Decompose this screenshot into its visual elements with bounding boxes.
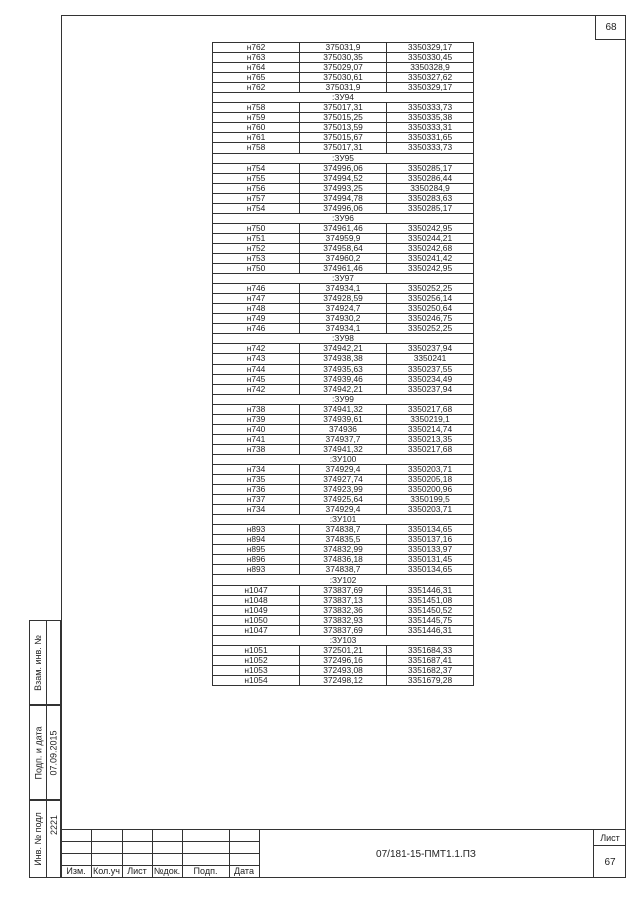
coord-x: 374994,78 bbox=[300, 193, 387, 203]
coordinate-row bbox=[213, 374, 474, 384]
caption-list: Лист bbox=[127, 866, 147, 876]
coord-x: 373832,93 bbox=[300, 615, 387, 625]
coordinate-row bbox=[213, 53, 474, 63]
coordinate-row bbox=[213, 63, 474, 73]
coord-x: 372501,21 bbox=[300, 645, 387, 655]
coord-y: 3350242,95 bbox=[387, 264, 474, 274]
coord-y: 3350283,63 bbox=[387, 193, 474, 203]
point-id: н750 bbox=[213, 223, 300, 233]
point-id: н741 bbox=[213, 434, 300, 444]
point-id: н1047 bbox=[213, 585, 300, 595]
coord-y: 3350256,14 bbox=[387, 294, 474, 304]
coord-x: 374996,06 bbox=[300, 163, 387, 173]
coord-y: 3350199,5 bbox=[387, 495, 474, 505]
coord-x: 374838,7 bbox=[300, 525, 387, 535]
point-id: н736 bbox=[213, 485, 300, 495]
coordinate-row bbox=[213, 525, 474, 535]
coordinate-row bbox=[213, 595, 474, 605]
coord-x: 375017,31 bbox=[300, 143, 387, 153]
point-id: н740 bbox=[213, 424, 300, 434]
coord-x: 375013,59 bbox=[300, 123, 387, 133]
parcel-label: :ЗУ103 bbox=[213, 635, 474, 645]
parcel-header-row bbox=[213, 575, 474, 585]
podp-date: 07.09.2015 bbox=[49, 729, 60, 776]
point-id: н1048 bbox=[213, 595, 300, 605]
parcel-header-row bbox=[213, 274, 474, 284]
point-id: н1053 bbox=[213, 665, 300, 675]
coordinate-row bbox=[213, 83, 474, 93]
parcel-label: :ЗУ100 bbox=[213, 454, 474, 464]
coordinate-row bbox=[213, 404, 474, 414]
coord-y: 3350246,75 bbox=[387, 314, 474, 324]
point-id: н749 bbox=[213, 314, 300, 324]
coord-x: 375015,25 bbox=[300, 113, 387, 123]
parcel-label: :ЗУ94 bbox=[213, 93, 474, 103]
coordinate-row bbox=[213, 535, 474, 545]
coord-y: 3350237,94 bbox=[387, 384, 474, 394]
point-id: н1054 bbox=[213, 675, 300, 685]
coord-y: 3350203,71 bbox=[387, 505, 474, 515]
point-id: н752 bbox=[213, 243, 300, 253]
page-number: 68 bbox=[595, 15, 626, 40]
parcel-header-row bbox=[213, 213, 474, 223]
point-id: н765 bbox=[213, 73, 300, 83]
point-id: н756 bbox=[213, 183, 300, 193]
coordinate-row bbox=[213, 243, 474, 253]
point-id: н743 bbox=[213, 354, 300, 364]
coord-y: 3350217,68 bbox=[387, 444, 474, 454]
coord-x: 374939,46 bbox=[300, 374, 387, 384]
sheet-number: 67 bbox=[593, 846, 626, 878]
coordinate-row bbox=[213, 384, 474, 394]
coord-y: 3350219,1 bbox=[387, 414, 474, 424]
parcel-label: :ЗУ102 bbox=[213, 575, 474, 585]
point-id: н750 bbox=[213, 264, 300, 274]
coord-y: 3351445,75 bbox=[387, 615, 474, 625]
coord-y: 3350234,49 bbox=[387, 374, 474, 384]
coord-y: 3350241,42 bbox=[387, 253, 474, 263]
coord-y: 3350137,16 bbox=[387, 535, 474, 545]
coordinate-row bbox=[213, 203, 474, 213]
point-id: н739 bbox=[213, 414, 300, 424]
coord-x: 374937,7 bbox=[300, 434, 387, 444]
coord-y: 3350237,55 bbox=[387, 364, 474, 374]
coord-x: 375031,9 bbox=[300, 43, 387, 53]
coord-x: 374929,4 bbox=[300, 505, 387, 515]
coord-y: 3350200,96 bbox=[387, 485, 474, 495]
coordinate-row bbox=[213, 505, 474, 515]
coord-y: 3351682,37 bbox=[387, 665, 474, 675]
coord-x: 374941,32 bbox=[300, 404, 387, 414]
vzam-label: Взам. инв. № bbox=[33, 634, 44, 691]
coord-x: 373837,13 bbox=[300, 595, 387, 605]
coordinate-row bbox=[213, 565, 474, 575]
point-id: н747 bbox=[213, 294, 300, 304]
point-id: н737 bbox=[213, 495, 300, 505]
coordinate-row bbox=[213, 665, 474, 675]
side-stamp-podp bbox=[29, 705, 61, 800]
coordinate-row bbox=[213, 294, 474, 304]
coord-x: 374923,99 bbox=[300, 485, 387, 495]
coord-y: 3350250,64 bbox=[387, 304, 474, 314]
point-id: н753 bbox=[213, 253, 300, 263]
coord-y: 3351687,41 bbox=[387, 655, 474, 665]
coord-x: 374960,2 bbox=[300, 253, 387, 263]
coord-x: 374993,25 bbox=[300, 183, 387, 193]
coordinate-row bbox=[213, 163, 474, 173]
coord-y: 3350241 bbox=[387, 354, 474, 364]
point-id: н896 bbox=[213, 555, 300, 565]
coord-y: 3350252,25 bbox=[387, 324, 474, 334]
coordinate-row bbox=[213, 655, 474, 665]
point-id: н742 bbox=[213, 344, 300, 354]
caption-kolich: Кол.уч bbox=[93, 866, 120, 876]
coord-x: 373837,69 bbox=[300, 585, 387, 595]
coord-x: 374835,5 bbox=[300, 535, 387, 545]
side-stamp-inv bbox=[29, 800, 61, 878]
coordinate-row bbox=[213, 284, 474, 294]
coord-x: 374942,21 bbox=[300, 384, 387, 394]
coordinates-table bbox=[212, 42, 474, 686]
coordinate-row bbox=[213, 645, 474, 655]
coord-x: 374961,46 bbox=[300, 264, 387, 274]
coordinate-row bbox=[213, 233, 474, 243]
caption-izm: Изм. bbox=[66, 866, 86, 876]
point-id: н755 bbox=[213, 173, 300, 183]
coordinate-row bbox=[213, 223, 474, 233]
point-id: н1049 bbox=[213, 605, 300, 615]
coord-y: 3350329,17 bbox=[387, 43, 474, 53]
coordinate-row bbox=[213, 485, 474, 495]
coord-y: 3350285,17 bbox=[387, 163, 474, 173]
coord-y: 3351684,33 bbox=[387, 645, 474, 655]
coord-y: 3350242,68 bbox=[387, 243, 474, 253]
parcel-header-row bbox=[213, 635, 474, 645]
coord-x: 374938,38 bbox=[300, 354, 387, 364]
coord-y: 3350333,73 bbox=[387, 103, 474, 113]
coord-x: 373837,69 bbox=[300, 625, 387, 635]
parcel-label: :ЗУ95 bbox=[213, 153, 474, 163]
coord-x: 372493,08 bbox=[300, 665, 387, 675]
coordinate-row bbox=[213, 545, 474, 555]
caption-ndok: №док. bbox=[153, 866, 181, 876]
coordinate-row bbox=[213, 183, 474, 193]
coord-x: 375015,67 bbox=[300, 133, 387, 143]
inv-value: 2221 bbox=[49, 814, 59, 836]
coord-y: 3350214,74 bbox=[387, 424, 474, 434]
coord-x: 375030,35 bbox=[300, 53, 387, 63]
coord-x: 374836,18 bbox=[300, 555, 387, 565]
coordinate-row bbox=[213, 253, 474, 263]
coordinate-row bbox=[213, 324, 474, 334]
coordinate-row bbox=[213, 675, 474, 685]
parcel-label: :ЗУ101 bbox=[213, 515, 474, 525]
coord-x: 374924,7 bbox=[300, 304, 387, 314]
coord-x: 373832,36 bbox=[300, 605, 387, 615]
point-id: н746 bbox=[213, 324, 300, 334]
coord-x: 374832,99 bbox=[300, 545, 387, 555]
coordinate-row bbox=[213, 444, 474, 454]
coord-x: 374959,9 bbox=[300, 233, 387, 243]
point-id: н1047 bbox=[213, 625, 300, 635]
coord-y: 3350205,18 bbox=[387, 475, 474, 485]
point-id: н1050 bbox=[213, 615, 300, 625]
coord-x: 374838,7 bbox=[300, 565, 387, 575]
point-id: н751 bbox=[213, 233, 300, 243]
point-id: н758 bbox=[213, 143, 300, 153]
coord-x: 374925,64 bbox=[300, 495, 387, 505]
coord-x: 374958,64 bbox=[300, 243, 387, 253]
caption-data: Дата bbox=[234, 866, 254, 876]
coordinate-row bbox=[213, 555, 474, 565]
coordinate-row bbox=[213, 344, 474, 354]
point-id: н894 bbox=[213, 535, 300, 545]
coordinate-row bbox=[213, 605, 474, 615]
coord-x: 374934,1 bbox=[300, 324, 387, 334]
coord-x: 374936 bbox=[300, 424, 387, 434]
coord-x: 375031,9 bbox=[300, 83, 387, 93]
parcel-header-row bbox=[213, 334, 474, 344]
coord-y: 3350284,9 bbox=[387, 183, 474, 193]
coord-x: 372498,12 bbox=[300, 675, 387, 685]
coord-y: 3350134,65 bbox=[387, 565, 474, 575]
coord-y: 3350134,65 bbox=[387, 525, 474, 535]
coord-x: 374994,52 bbox=[300, 173, 387, 183]
coordinate-row bbox=[213, 133, 474, 143]
parcel-label: :ЗУ99 bbox=[213, 394, 474, 404]
point-id: н745 bbox=[213, 374, 300, 384]
coord-x: 374996,06 bbox=[300, 203, 387, 213]
coordinate-row bbox=[213, 495, 474, 505]
point-id: н760 bbox=[213, 123, 300, 133]
point-id: н895 bbox=[213, 545, 300, 555]
caption-podp: Подп. bbox=[193, 866, 218, 876]
coord-y: 3351451,08 bbox=[387, 595, 474, 605]
coord-y: 3350333,73 bbox=[387, 143, 474, 153]
coord-y: 3350131,45 bbox=[387, 555, 474, 565]
point-id: н738 bbox=[213, 444, 300, 454]
coord-y: 3351446,31 bbox=[387, 585, 474, 595]
coord-y: 3350286,44 bbox=[387, 173, 474, 183]
coord-x: 374961,46 bbox=[300, 223, 387, 233]
coord-y: 3351679,28 bbox=[387, 675, 474, 685]
coord-y: 3350330,45 bbox=[387, 53, 474, 63]
coord-y: 3350203,71 bbox=[387, 464, 474, 474]
side-stamp-vzam bbox=[29, 620, 61, 705]
coord-x: 372496,16 bbox=[300, 655, 387, 665]
parcel-label: :ЗУ97 bbox=[213, 274, 474, 284]
point-id: н1052 bbox=[213, 655, 300, 665]
coordinate-row bbox=[213, 625, 474, 635]
point-id: н735 bbox=[213, 475, 300, 485]
coord-y: 3350327,62 bbox=[387, 73, 474, 83]
coord-y: 3350328,9 bbox=[387, 63, 474, 73]
sheet-label: Лист bbox=[593, 830, 626, 846]
point-id: н763 bbox=[213, 53, 300, 63]
coord-y: 3350237,94 bbox=[387, 344, 474, 354]
coord-y: 3350285,17 bbox=[387, 203, 474, 213]
coord-x: 374942,21 bbox=[300, 344, 387, 354]
point-id: н734 bbox=[213, 464, 300, 474]
coord-y: 3350329,17 bbox=[387, 83, 474, 93]
coord-x: 375017,31 bbox=[300, 103, 387, 113]
coordinate-row bbox=[213, 585, 474, 595]
point-id: н893 bbox=[213, 565, 300, 575]
coordinate-row bbox=[213, 615, 474, 625]
coordinate-row bbox=[213, 103, 474, 113]
coord-x: 374929,4 bbox=[300, 464, 387, 474]
coord-y: 3350335,38 bbox=[387, 113, 474, 123]
point-id: н738 bbox=[213, 404, 300, 414]
point-id: н754 bbox=[213, 163, 300, 173]
coord-x: 375029,07 bbox=[300, 63, 387, 73]
document-number: 07/181-15-ПМТ1.1.ПЗ bbox=[376, 848, 476, 860]
coordinate-row bbox=[213, 475, 474, 485]
point-id: н742 bbox=[213, 384, 300, 394]
coord-x: 375030,61 bbox=[300, 73, 387, 83]
coordinate-row bbox=[213, 73, 474, 83]
coord-x: 374928,59 bbox=[300, 294, 387, 304]
coord-y: 3350252,25 bbox=[387, 284, 474, 294]
coord-x: 374939,61 bbox=[300, 414, 387, 424]
coordinate-row bbox=[213, 464, 474, 474]
parcel-header-row bbox=[213, 153, 474, 163]
coordinate-row bbox=[213, 424, 474, 434]
coordinate-row bbox=[213, 143, 474, 153]
coord-y: 3350331,65 bbox=[387, 133, 474, 143]
coordinate-row bbox=[213, 434, 474, 444]
point-id: н764 bbox=[213, 63, 300, 73]
coord-x: 374935,63 bbox=[300, 364, 387, 374]
point-id: н759 bbox=[213, 113, 300, 123]
coord-y: 3351450,52 bbox=[387, 605, 474, 615]
inv-label: Инв. № подл bbox=[33, 812, 43, 866]
parcel-header-row bbox=[213, 93, 474, 103]
title-block bbox=[61, 829, 626, 878]
point-id: н744 bbox=[213, 364, 300, 374]
coordinate-row bbox=[213, 193, 474, 203]
coordinate-row bbox=[213, 173, 474, 183]
coordinate-row bbox=[213, 314, 474, 324]
coord-x: 374927,74 bbox=[300, 475, 387, 485]
coordinate-row bbox=[213, 414, 474, 424]
coordinate-row bbox=[213, 123, 474, 133]
parcel-header-row bbox=[213, 454, 474, 464]
point-id: н757 bbox=[213, 193, 300, 203]
point-id: н746 bbox=[213, 284, 300, 294]
parcel-label: :ЗУ96 bbox=[213, 213, 474, 223]
parcel-header-row bbox=[213, 515, 474, 525]
coord-y: 3350333,31 bbox=[387, 123, 474, 133]
point-id: н762 bbox=[213, 43, 300, 53]
podp-label: Подп. и дата bbox=[33, 725, 44, 780]
coord-y: 3351446,31 bbox=[387, 625, 474, 635]
coord-y: 3350133,97 bbox=[387, 545, 474, 555]
coord-y: 3350244,21 bbox=[387, 233, 474, 243]
coord-y: 3350242,95 bbox=[387, 223, 474, 233]
coordinate-row bbox=[213, 364, 474, 374]
point-id: н762 bbox=[213, 83, 300, 93]
point-id: н1051 bbox=[213, 645, 300, 655]
point-id: н748 bbox=[213, 304, 300, 314]
point-id: н754 bbox=[213, 203, 300, 213]
coord-x: 374934,1 bbox=[300, 284, 387, 294]
coord-x: 374941,32 bbox=[300, 444, 387, 454]
coordinate-row bbox=[213, 304, 474, 314]
point-id: н893 bbox=[213, 525, 300, 535]
parcel-header-row bbox=[213, 394, 474, 404]
coordinate-row bbox=[213, 113, 474, 123]
coord-y: 3350217,68 bbox=[387, 404, 474, 414]
coordinate-row bbox=[213, 354, 474, 364]
coord-x: 374930,2 bbox=[300, 314, 387, 324]
point-id: н761 bbox=[213, 133, 300, 143]
point-id: н734 bbox=[213, 505, 300, 515]
coordinate-row bbox=[213, 43, 474, 53]
point-id: н758 bbox=[213, 103, 300, 113]
parcel-label: :ЗУ98 bbox=[213, 334, 474, 344]
coordinate-row bbox=[213, 264, 474, 274]
coord-y: 3350213,35 bbox=[387, 434, 474, 444]
